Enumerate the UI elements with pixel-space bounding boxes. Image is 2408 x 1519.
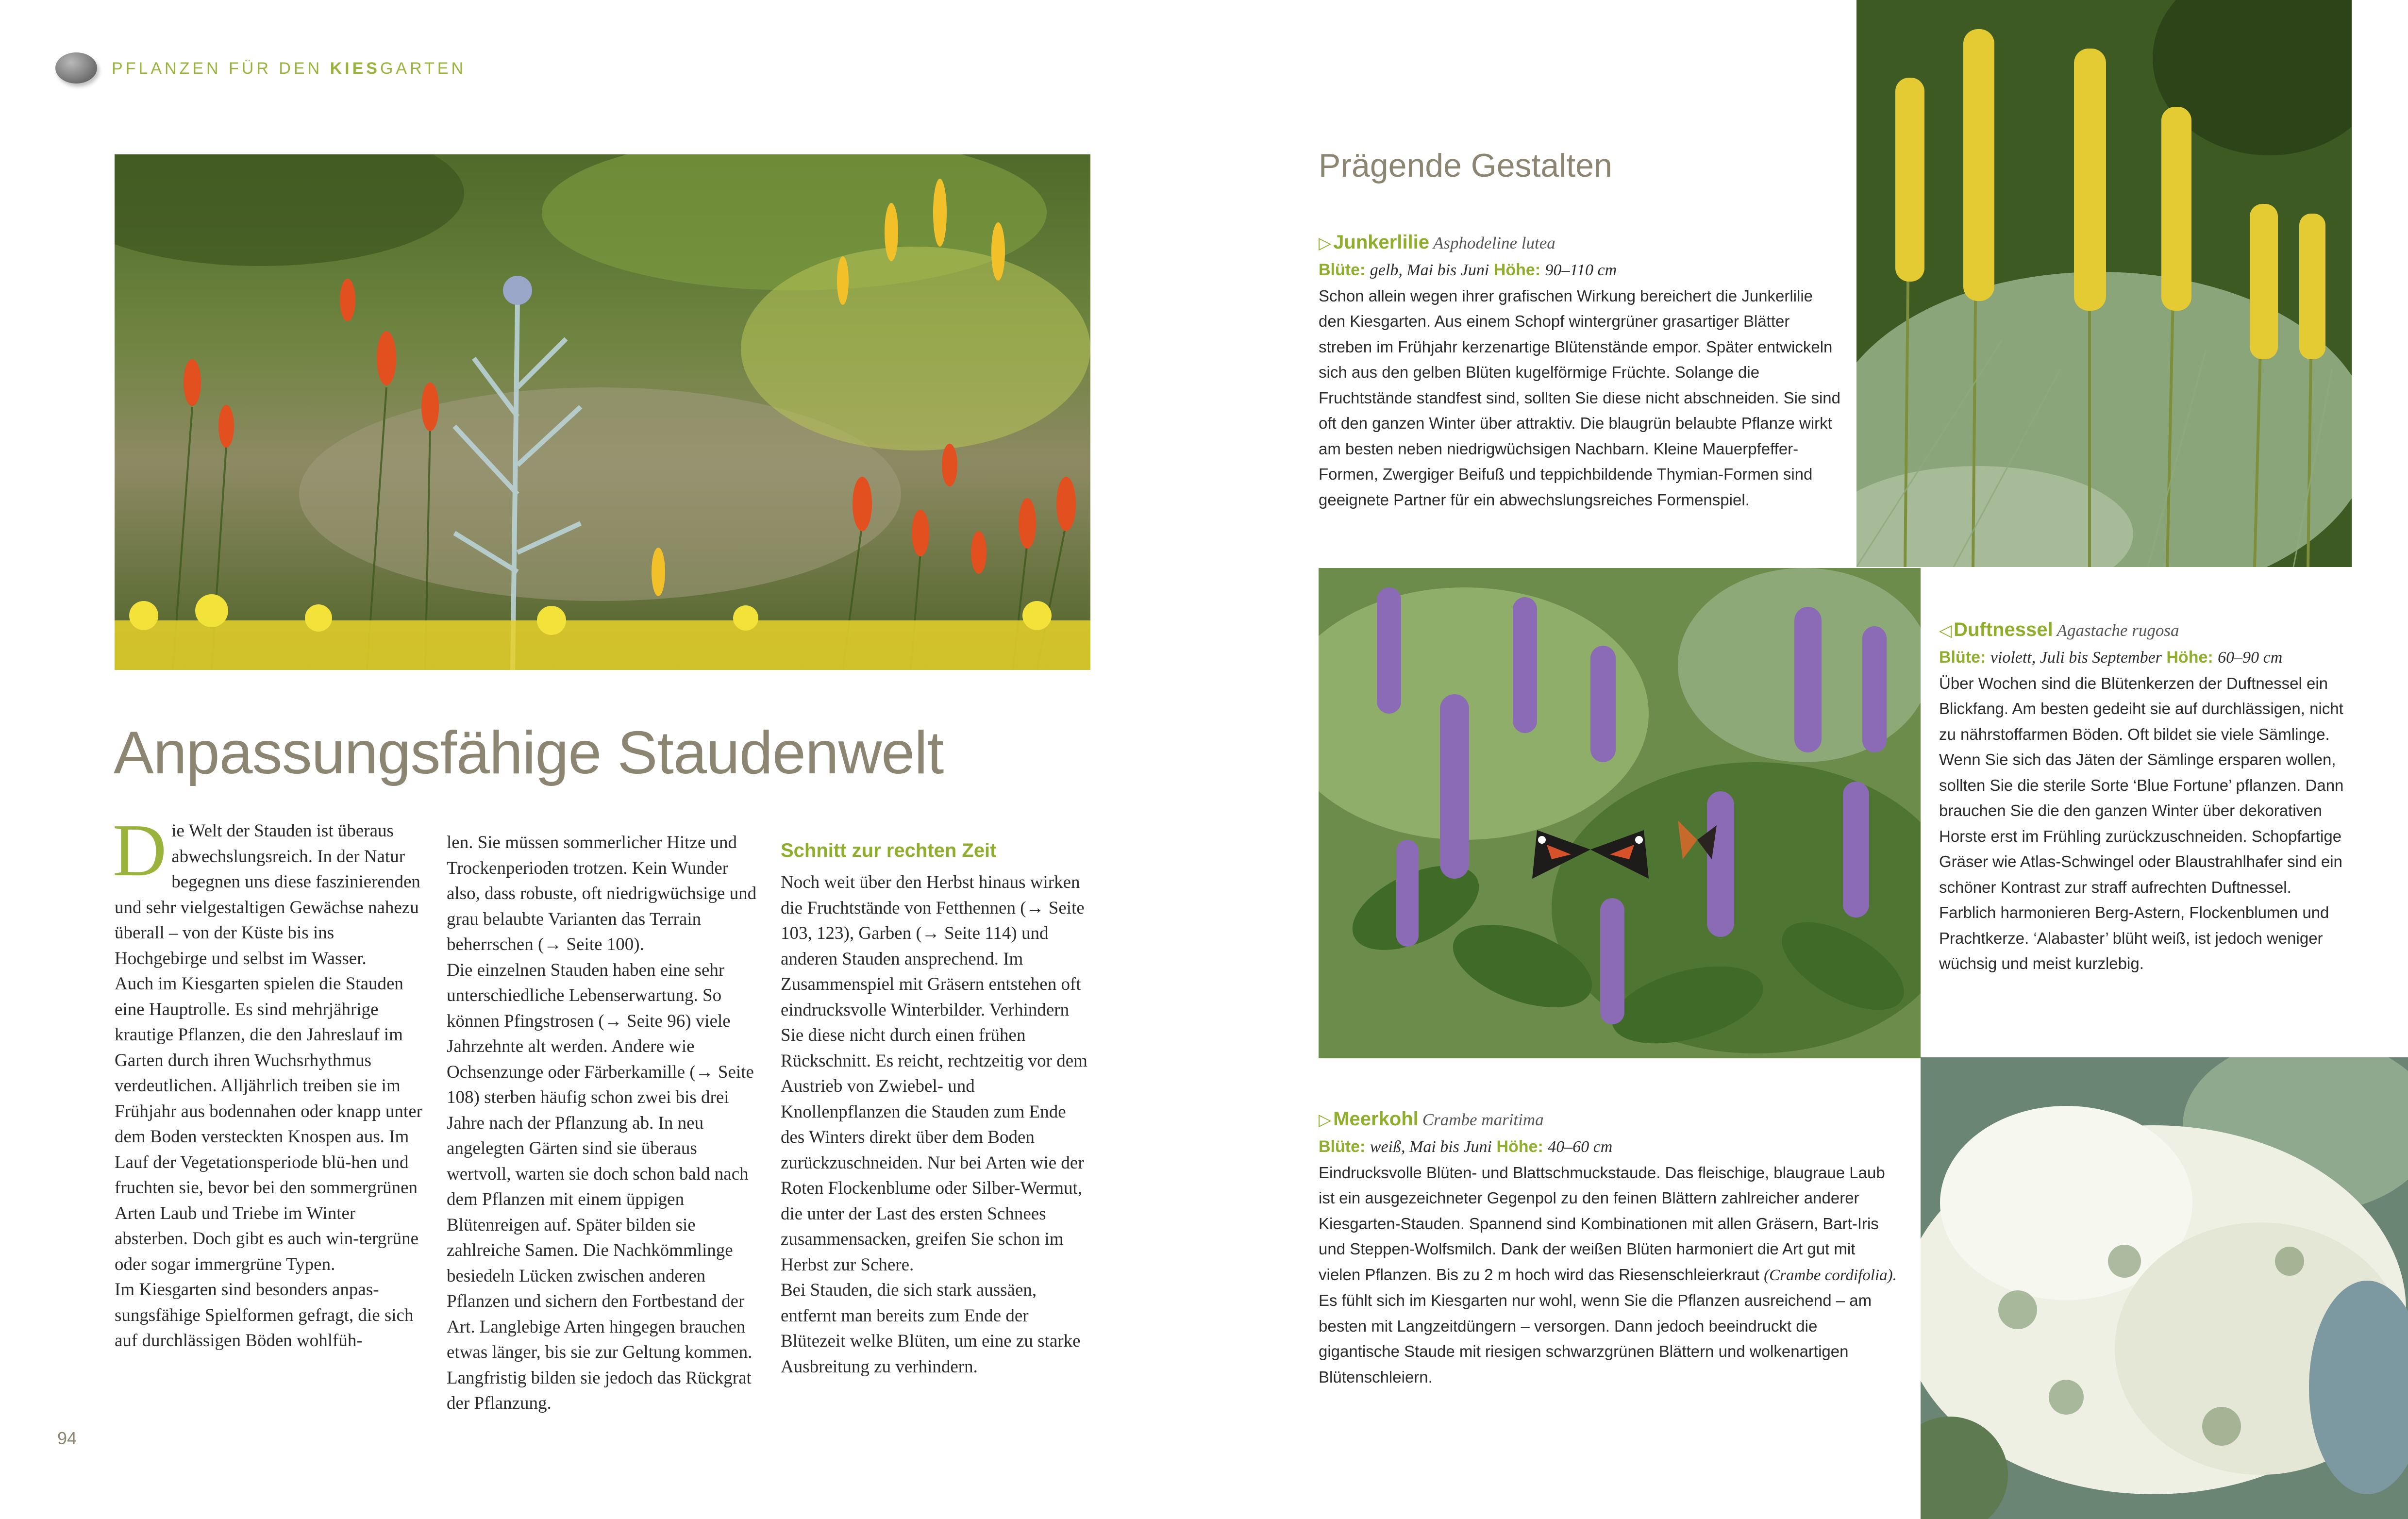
paragraph-intro: Die Welt der Stauden ist überaus abwechslungsreich. In der Natur begegnen uns diese faszinierenden und sehr vielgestaltigen Gewächse nahezu überall – von der Küste bis ins Hochgebirge und selbst im Wasser.	[113, 809, 420, 968]
body-column-3	[781, 838, 1094, 1380]
photo-junkerlilie	[1856, 0, 2352, 567]
paragraph-body: Noch weit über den Herbst hinaus wirken die Fruchtstände von Fetthennen (→ Seite 103, 123), Garben (→ Seite 114) und anderen Stauden ansprechend. Im Zusammenspiel mit Gräsern entstehen oft eindrucksvolle Winterbilder. Verhindern Sie diese nicht durch einen frühen Rückschnitt. Es reicht, rechtzeitig vor dem Austrieb von Zwiebel- und Knollenpflanzen die Stauden zum Ende des Winters direkt über dem Boden zurückzuschneiden. Nur bei Arten wie der Roten Flockenblume oder Silber-Wermut, die unter der Last des ersten Schnees zusammensacken, greifen Sie schon im Herbst zur Schere.	[781, 872, 1087, 1275]
body-column-2	[447, 830, 757, 1417]
page-number: 94	[57, 1428, 77, 1448]
plant-entry-duftnessel	[1939, 616, 2347, 977]
drop-cap: D	[113, 809, 167, 892]
subheading: Schnitt zur rechten Zeit	[781, 840, 997, 861]
plant-description: Über Wochen sind die Blütenkerzen der Duftnessel ein Blickfang. Am besten gedeiht sie auf durchlässigen, nicht zu nährstoffarmen Böden. Oft bildet sie viele Sämlinge. Wenn Sie sich das Jäten der Sämlinge ersparen wollen, sollten Sie die sterile Sorte ‘Blue Fortune’ pflanzen. Dann brauchen Sie die den ganzen Winter über dekorativen Horste erst im Frühling zurückzuschneiden. Schopfartige Gräser wie Atlas-Schwingel oder Blaustrahlhafer sind ein schöner Kontrast zur straff aufrechten Duftnessel. Farblich harmonieren Berg-Astern, Flockenblumen und Prachtkerze. ‘Alabaster’ blüht weiß, ist jedoch weniger wüchsig und meist kurzlebig.	[1939, 674, 2344, 972]
plant-heading: ▷ Junkerlilie Asphodeline lutea	[1319, 232, 1555, 253]
paragraph-body: len. Sie müssen sommerlicher Hitze und Trockenperioden trotzen. Kein Wunder also, dass robuste, oft niedrigwüchsige und grau belaubte Varianten das Terrain beherrschen (→ Seite 100).	[447, 833, 757, 954]
plant-entry-junkerlilie	[1319, 228, 1843, 513]
paragraph-body: Bei Stauden, die sich stark aussäen, entfernt man bereits zum Ende der Blütezeit welke Blüten, um eine zu starke Ausbreitung zu verhindern.	[781, 1280, 1081, 1377]
page-title: Anpassungsfähige Staudenwelt	[114, 719, 944, 786]
section-title: Prägende Gestalten	[1319, 147, 1612, 184]
plant-meta: Blüte: violett, Juli bis September Höhe: 60–90 cm	[1939, 648, 2283, 667]
triangle-right-icon: ▷	[1319, 234, 1332, 252]
plant-meta: Blüte: gelb, Mai bis Juni Höhe: 90–110 cm	[1319, 261, 1617, 279]
triangle-right-icon: ▷	[1319, 1111, 1332, 1129]
triangle-left-icon: ◁	[1939, 621, 1952, 640]
photo-perennial-border	[115, 154, 1090, 670]
running-header: PFLANZEN FÜR DEN KIESGARTEN	[112, 59, 467, 78]
paragraph-body: Die einzelnen Stauden haben eine sehr unterschiedliche Lebenserwartung. So können Pfingstrosen (→ Seite 96) viele Jahrzehnte alt werden. Andere wie Ochsenzunge oder Färberkamille (→ Seite 108) sterben häufig schon zwei bis drei Jahre nach der Pflanzung ab. In neu angelegten Gärten sind sie überaus wertvoll, warten sie doch schon bald nach dem Pflanzen mit einem üppigen Blütenreigen auf. Später bilden sie zahlreiche Samen. Die Nachkömmlinge besiedeln Lücken zwischen anderen Pflanzen und sichern den Fortbestand der Art. Langlebige Arten hingegen brauchen etwas länger, bis sie zur Geltung kommen. Langfristig bilden sie jedoch das Rückgrat der Pflanzung.	[447, 960, 754, 1413]
body-column-1	[113, 809, 423, 1354]
photo-duftnessel	[1319, 568, 1921, 1058]
paragraph-body: Im Kiesgarten sind besonders anpassungsfähige Spielformen gefragt, die sich auf durchlässigen Böden wohlfüh-	[115, 1280, 414, 1351]
plant-meta: Blüte: weiß, Mai bis Juni Höhe: 40–60 cm	[1319, 1137, 1613, 1156]
paragraph-body: Auch im Kiesgarten spielen die Stauden eine Hauptrolle. Es sind mehrjährige krautige Pflanzen, die den Jahreslauf im Garten durch ihren Wuchsrhythmus verdeutlichen. Alljährlich treiben sie im Frühjahr aus bodennahen oder knapp unter dem Boden versteckten Knospen aus. Im Lauf der Vegetationsperiode blü-hen und fruchten sie, bevor bei den sommergrünen Arten Laub und Triebe im Winter absterben. Doch gibt es auch win-tergrüne oder sogar immergrüne Typen.	[115, 974, 422, 1274]
pebble-icon	[55, 52, 97, 83]
plant-heading: ▷ Meerkohl Crambe maritima	[1319, 1108, 1544, 1130]
plant-heading: ◁ Duftnessel Agastache rugosa	[1939, 619, 2179, 640]
plant-description: Eindrucksvolle Blüten- und Blattschmuckstaude. Das fleischige, blaugraue Laub ist ein ausgezeichneter Gegenpol zu den feinen Blättern zahlreicher anderer Kiesgarten-Stauden. Spannend sind Kombinationen mit allen Gräsern, Bart-Iris und Steppen-Wolfsmilch. Dank der weißen Blüten harmoniert die Art gut mit vielen Pflanzen. Bis zu 2 m hoch wird das Riesenschleierkraut (Crambe cordifolia). Es fühlt sich im Kiesgarten nur wohl, wenn Sie die Pflanzen ausreichend – am besten mit Langzeitdüngern – versorgen. Dann jedoch beeindruckt die gigantische Staude mit riesigen schwarzgrünen Blättern und wolkenartigen Blütenschleiern.	[1319, 1163, 1897, 1386]
photo-meerkohl	[1921, 1057, 2408, 1519]
plant-entry-meerkohl	[1319, 1105, 1901, 1390]
plant-description: Schon allein wegen ihrer grafischen Wirkung bereichert die Junkerlilie den Kiesgarten. Aus einem Schopf wintergrüner grasartiger Blätter streben im Frühjahr kerzenartige Blütenstände empor. Später entwickeln sich aus den gelben Blüten kugelförmige Früchte. Solange die Fruchtstände standfest sind, sollten Sie diese nicht abschneiden. Sie sind oft den ganzen Winter über attraktiv. Die blaugrün belaubte Pflanze wirkt am besten neben niedrigwüchsigen Nachbarn. Kleine Mauerpfeffer-Formen, Zwergiger Beifuß und teppichbildende Thymian-Formen sind geeignete Partner für ein abwechslungsreiches Formenspiel.	[1319, 286, 1840, 509]
